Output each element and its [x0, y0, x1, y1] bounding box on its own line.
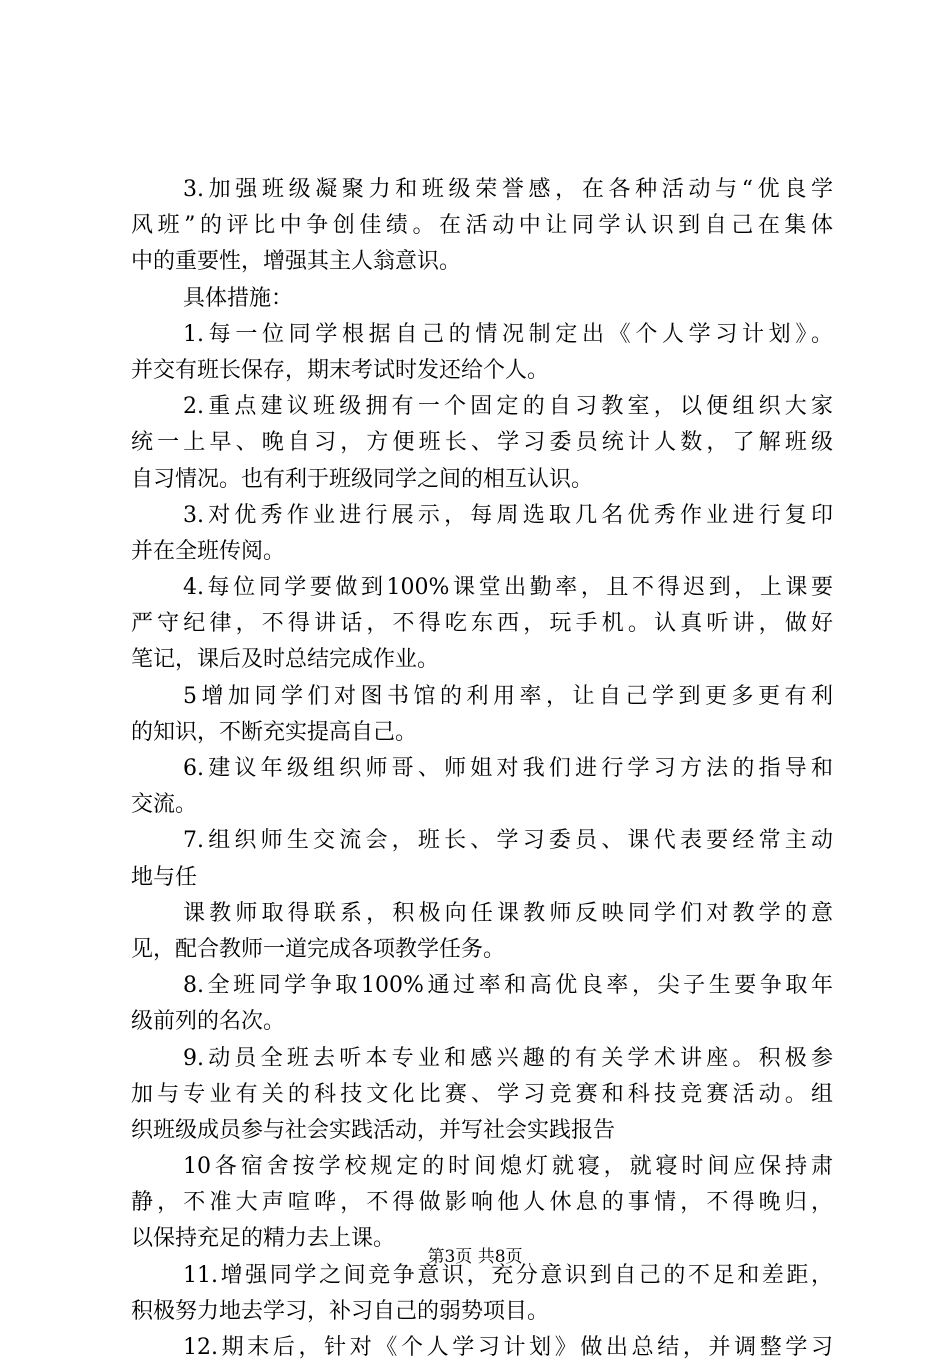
text-line: 自习情况。也有利于班级同学之间的相互认识。 [131, 466, 594, 492]
text-line: 9.动员全班去听本专业和感兴趣的有关学术讲座。积极参 [183, 1045, 833, 1071]
text-line: 的知识，不断充实提高自己。 [131, 719, 418, 745]
text-line: 11.增强同学之间竞争意识，充分意识到自己的不足和差距， [183, 1262, 833, 1288]
text-line: 8.全班同学争取100%通过率和高优良率，尖子生要争取年 [183, 973, 833, 999]
text-line: 课教师取得联系，积极向任课教师反映同学们对教学的意 [183, 900, 833, 926]
text-line: 12.期末后，针对《个人学习计划》做出总结，并调整学习 [183, 1335, 833, 1360]
text-line: 风班”的评比中争创佳绩。在活动中让同学认识到自己在集体 [131, 213, 833, 239]
text-line: 10各宿舍按学校规定的时间熄灯就寝，就寝时间应保持肃 [183, 1154, 833, 1180]
text-line: 并交有班长保存，期末考试时发还给个人。 [131, 357, 550, 383]
text-line: 地与任 [131, 864, 198, 890]
text-line: 织班级成员参与社会实践活动，并写社会实践报告 [131, 1117, 616, 1143]
text-line: 级前列的名次。 [131, 1009, 286, 1035]
text-line: 5增加同学们对图书馆的利用率，让自己学到更多更有利 [183, 683, 833, 709]
text-line: 3.对优秀作业进行展示，每周选取几名优秀作业进行复印 [183, 502, 833, 528]
text-line: 中的重要性，增强其主人翁意识。 [131, 249, 462, 275]
text-line: 1.每一位同学根据自己的情况制定出《个人学习计划》。 [183, 321, 833, 347]
text-line: 以保持充足的精力去上课。 [131, 1226, 396, 1252]
text-line: 7.组织师生交流会，班长、学习委员、课代表要经常主动 [183, 828, 833, 854]
text-line: 严守纪律，不得讲话，不得吃东西，玩手机。认真听讲，做好 [131, 611, 833, 637]
text-line: 2.重点建议班级拥有一个固定的自习教室，以便组织大家 [183, 394, 833, 420]
text-line: 具体措施： [183, 285, 294, 311]
text-line: 统一上早、晚自习，方便班长、学习委员统计人数，了解班级 [131, 430, 833, 456]
text-line: 4.每位同学要做到100%课堂出勤率，且不得迟到，上课要 [183, 575, 833, 601]
page-footer: 第3页 共8页 [427, 1247, 523, 1267]
text-line: 6.建议年级组织师哥、师姐对我们进行学习方法的指导和 [183, 756, 833, 781]
text-line: 并在全班传阅。 [131, 538, 286, 564]
document-body [131, 172, 833, 1366]
text-line: 3.加强班级凝聚力和班级荣誉感，在各种活动与“优良学 [183, 177, 833, 202]
text-line: 静，不准大声喧哗，不得做影响他人休息的事情，不得晚归， [131, 1190, 833, 1216]
text-line: 见，配合教师一道完成各项教学任务。 [131, 936, 506, 962]
text-line: 加与专业有关的科技文化比赛、学习竞赛和科技竞赛活动。组 [131, 1081, 833, 1107]
text-line: 笔记，课后及时总结完成作业。 [131, 647, 440, 673]
text-line: 积极努力地去学习，补习自己的弱势项目。 [131, 1298, 550, 1324]
text-line: 交流。 [131, 792, 198, 818]
